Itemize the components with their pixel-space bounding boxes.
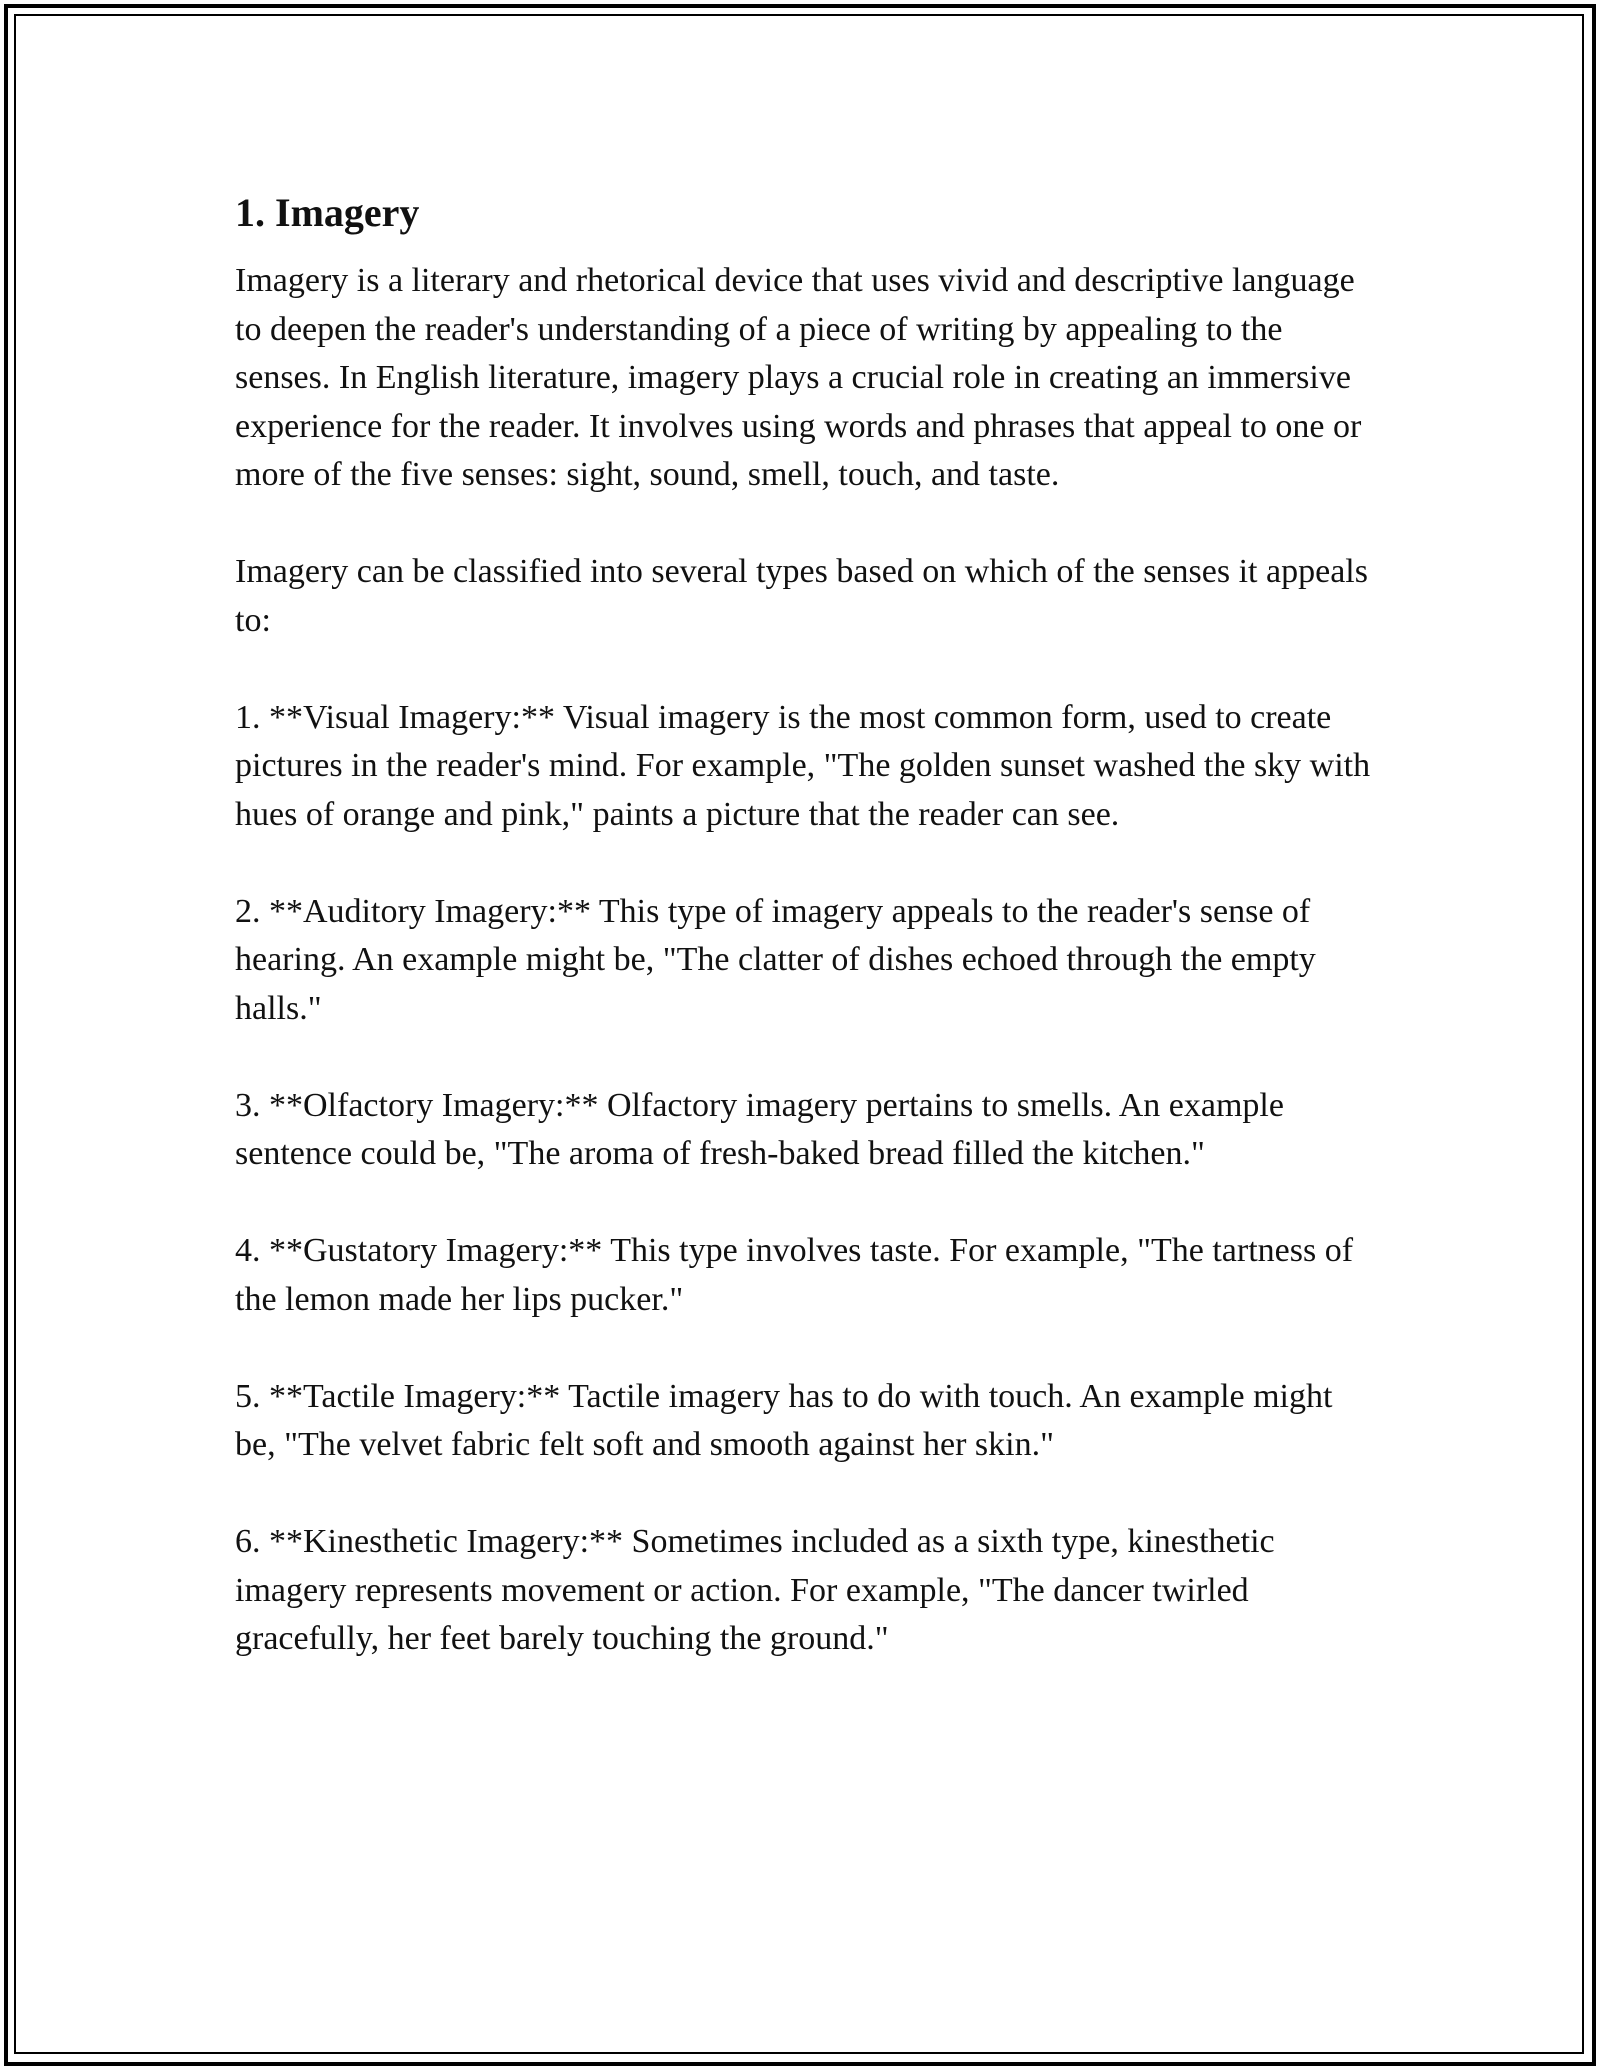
section-heading: 1. Imagery xyxy=(235,190,420,235)
document-body xyxy=(235,185,1375,1712)
intro-paragraph: Imagery is a literary and rhetorical device that uses vivid and descriptive language to deepen the reader's understanding of a piece of writing by appealing to the senses. In English literature, imagery plays a crucial role in creating an immersive experience for the reader. It involves using words and phrases that appeal to one or more of the five senses: sight, sound, smell, touch, and taste. xyxy=(235,262,1362,493)
tactile-imagery-item: 5. **Tactile Imagery:** Tactile imagery has to do with touch. An example might be, "The velvet fabric felt soft and smooth against her skin." xyxy=(235,1377,1333,1463)
gustatory-imagery-item: 4. **Gustatory Imagery:** This type involves taste. For example, "The tartness of the lemon made her lips pucker." xyxy=(235,1232,1354,1318)
visual-imagery-item: 1. **Visual Imagery:** Visual imagery is the most common form, used to create pictures in the reader's mind. For example, "The golden sunset washed the sky with hues of orange and pink," paints a picture that the reader can see. xyxy=(235,698,1371,833)
olfactory-imagery-item: 3. **Olfactory Imagery:** Olfactory imagery pertains to smells. An example sentence could be, "The aroma of fresh-baked bread filled the kitchen." xyxy=(235,1086,1284,1172)
classification-paragraph: Imagery can be classified into several types based on which of the senses it appeals to: xyxy=(235,553,1368,639)
auditory-imagery-item: 2. **Auditory Imagery:** This type of imagery appeals to the reader's sense of hearing. An example might be, "The clatter of dishes echoed through the empty halls." xyxy=(235,892,1316,1027)
kinesthetic-imagery-item: 6. **Kinesthetic Imagery:** Sometimes included as a sixth type, kinesthetic imagery represents movement or action. For example, "The dancer twirled gracefully, her feet barely touching the ground." xyxy=(235,1523,1275,1657)
